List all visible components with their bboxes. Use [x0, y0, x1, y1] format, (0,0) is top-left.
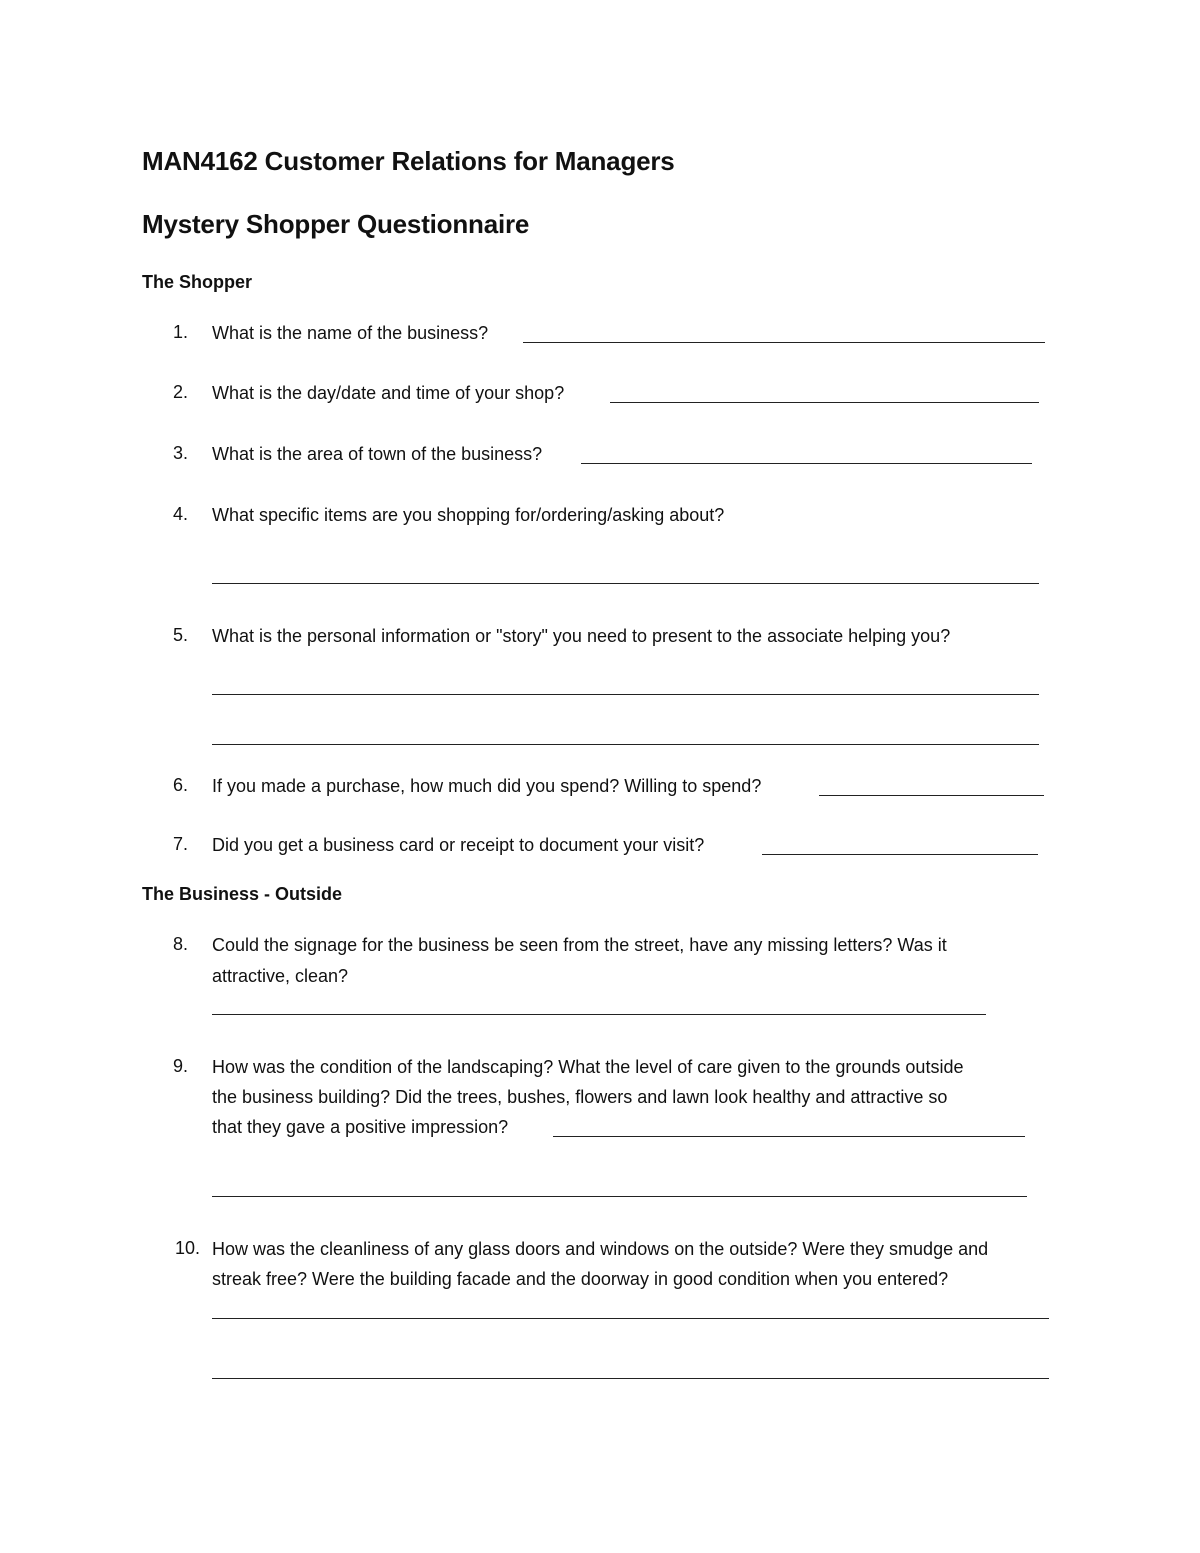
question-text: If you made a purchase, how much did you spend? Willing to spend?	[212, 776, 762, 796]
question-text: What specific items are you shopping for/ordering/asking about?	[212, 505, 725, 525]
answer-line[interactable]	[581, 463, 1032, 464]
answer-line[interactable]	[762, 854, 1038, 855]
answer-line[interactable]	[212, 744, 1039, 745]
document-title: MAN4162 Customer Relations for Managers	[142, 146, 675, 176]
question-number: 9.	[172, 1056, 188, 1076]
question-text: What is the name of the business?	[212, 323, 489, 343]
answer-line[interactable]	[553, 1136, 1025, 1137]
answer-line[interactable]	[610, 402, 1039, 403]
answer-line[interactable]	[523, 342, 1045, 343]
question-number: 8.	[172, 934, 188, 954]
answer-line[interactable]	[212, 583, 1039, 584]
section-heading-shopper: The Shopper	[142, 272, 253, 292]
question-text: the business building? Did the trees, bushes, flowers and lawn look healthy and attractive so	[212, 1087, 948, 1107]
question-text: Did you get a business card or receipt to document your visit?	[212, 835, 705, 855]
question-number: 6.	[172, 775, 188, 795]
question-text: Could the signage for the business be seen from the street, have any missing letters? Was it	[212, 935, 947, 955]
question-number: 2.	[172, 382, 188, 402]
answer-line[interactable]	[212, 1014, 986, 1015]
question-text: streak free? Were the building facade and the doorway in good condition when you entered?	[212, 1269, 949, 1289]
question-number: 10.	[174, 1238, 200, 1258]
question-number: 4.	[172, 504, 188, 524]
section-heading-business-outside: The Business - Outside	[142, 884, 343, 904]
question-number: 5.	[172, 625, 188, 645]
answer-line[interactable]	[212, 1378, 1049, 1379]
answer-line[interactable]	[212, 1318, 1049, 1319]
question-text: What is the personal information or "story" you need to present to the associate helping you?	[212, 626, 951, 646]
answer-line[interactable]	[212, 694, 1039, 695]
question-number: 3.	[172, 443, 188, 463]
question-text: that they gave a positive impression?	[212, 1117, 509, 1137]
document-subtitle: Mystery Shopper Questionnaire	[142, 209, 530, 239]
question-text: What is the area of town of the business?	[212, 444, 543, 464]
question-text: How was the condition of the landscaping? What the level of care given to the grounds outside	[212, 1057, 964, 1077]
answer-line[interactable]	[819, 795, 1044, 796]
question-text: How was the cleanliness of any glass doors and windows on the outside? Were they smudge and	[212, 1239, 989, 1259]
question-text: attractive, clean?	[212, 966, 349, 986]
question-text: What is the day/date and time of your shop?	[212, 383, 565, 403]
question-number: 1.	[172, 322, 188, 342]
question-number: 7.	[172, 834, 188, 854]
answer-line[interactable]	[212, 1196, 1027, 1197]
